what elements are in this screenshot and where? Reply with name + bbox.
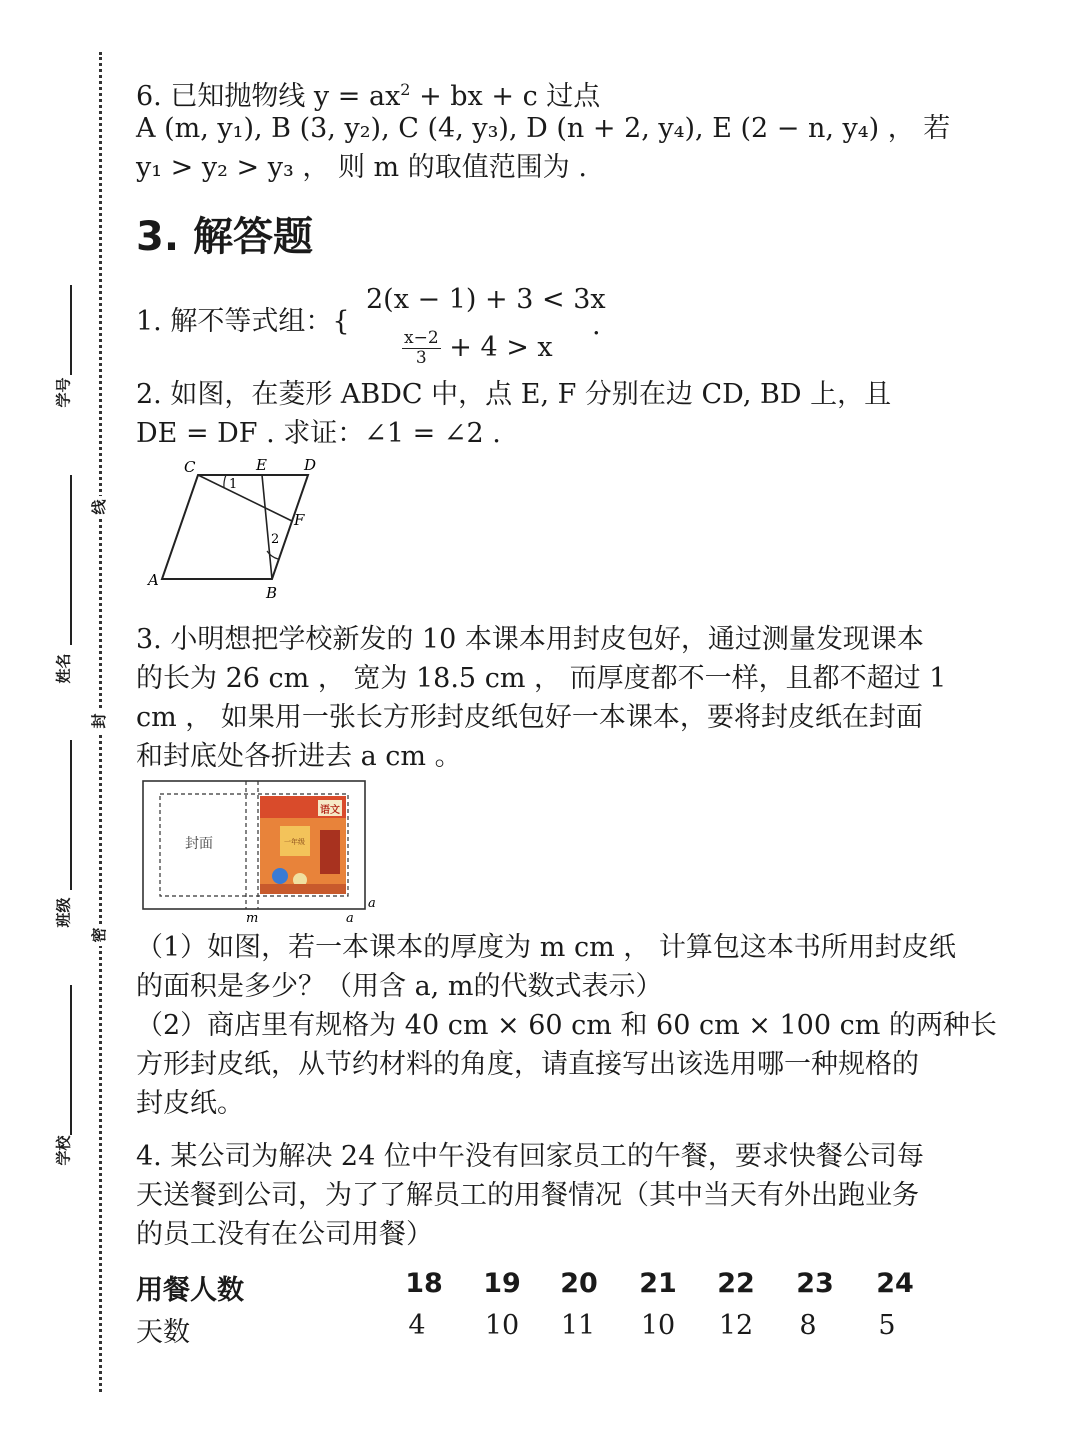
table-cell: 18 [405, 1268, 443, 1299]
field-label-school: 学校 [54, 1135, 73, 1166]
p3-line-2: 的长为 26 cm ， 宽为 18.5 cm ， 而厚度都不一样，且都不超过 1 [136, 663, 947, 694]
field-line-name [70, 475, 72, 645]
label-m: m [246, 911, 259, 926]
p3-sub2-line-2: 方形封皮纸，从节约材料的角度，请直接写出该选用哪一种规格的 [136, 1049, 919, 1080]
table-cell: 5 [878, 1310, 896, 1341]
table-cell: 21 [639, 1268, 677, 1299]
label-a-side: a [368, 896, 376, 911]
table-header-diners: 用餐人数 [136, 1275, 244, 1306]
bind-word-xian: 线 [90, 496, 108, 518]
p1-label: 1. 解不等式组：{ [136, 306, 350, 337]
p3-sub2-line-3: 封皮纸。 [136, 1088, 244, 1119]
label-e: E [256, 456, 267, 474]
table-cell: 19 [483, 1268, 521, 1299]
table-cell: 8 [799, 1310, 817, 1341]
p3-sub2-line-1: （2）商店里有规格为 40 cm × 60 cm 和 60 cm × 100 cm 的两种长 [136, 1010, 997, 1041]
table-cell: 4 [408, 1310, 426, 1341]
table-row-days [136, 1310, 936, 1352]
segment-be [262, 475, 272, 579]
label-d: D [304, 456, 317, 474]
p3-sub1-line-2: 的面积是多少？（用含 a, m的代数式表示） [136, 971, 663, 1002]
q6-line-1: 6. 已知抛物线 $y = ax^2$ + bx + c 过点 [136, 80, 601, 112]
book-cover-figure [140, 778, 390, 928]
label-b: B [266, 584, 278, 602]
table-row-diners [136, 1268, 936, 1310]
book-subtitle: 一年级 [284, 838, 305, 846]
rhombus-figure [140, 455, 340, 605]
book-title: 语文 [320, 805, 340, 816]
book-image-gate [320, 830, 340, 874]
p1-inequality-2: $\frac{x-2}{3}$ + 4 > x [404, 328, 553, 368]
label-f: F [294, 511, 305, 529]
field-label-class: 班级 [54, 897, 73, 928]
table-cell: 10 [640, 1310, 676, 1341]
bind-word-feng: 封 [90, 710, 108, 732]
label-c: C [184, 458, 196, 476]
meal-table [136, 1268, 936, 1352]
table-cell: 11 [560, 1310, 596, 1341]
table-cell: 10 [484, 1310, 520, 1341]
p1-fraction: $\frac{x-2}{3}$ [404, 328, 439, 368]
table-header-days: 天数 [136, 1317, 190, 1348]
p3-sub1-line-1: （1）如图，若一本课本的厚度为 m cm ， 计算包这本书所用封皮纸 [136, 932, 956, 963]
p3-line-4: 和封底处各折进去 a cm 。 [136, 741, 462, 772]
p1-end: . [592, 310, 601, 341]
p4-line-3: 的员工没有在公司用餐） [136, 1219, 433, 1250]
textbook-cover-image [260, 796, 346, 894]
field-line-school [70, 985, 72, 1135]
table-cell: 23 [796, 1268, 834, 1299]
label-a-bottom: a [346, 911, 354, 926]
binding-margin [0, 0, 130, 1443]
section-title: 3. 解答题 [136, 214, 313, 260]
label-angle-1: 1 [229, 477, 238, 492]
table-cell: 20 [560, 1268, 598, 1299]
segment-cf [198, 475, 292, 521]
bind-word-mi: 密 [90, 924, 108, 946]
table-cell: 22 [717, 1268, 755, 1299]
p1-inequality-1: 2(x − 1) + 3 < 3x [366, 284, 606, 315]
angle-1-arc [224, 475, 226, 488]
p4-line-2: 天送餐到公司，为了了解员工的用餐情况（其中当天有外出跑业务 [136, 1180, 919, 1211]
label-a: A [148, 571, 159, 589]
p2-line-1: 2. 如图，在菱形 ABDC 中，点 E, F 分别在边 CD, BD 上，且 [136, 379, 892, 410]
p3-line-1: 3. 小明想把学校新发的 10 本课本用封皮包好，通过测量发现课本 [136, 624, 924, 655]
field-label-student-id: 学号 [54, 377, 73, 408]
cover-label: 封面 [185, 836, 213, 852]
book-image-ground [260, 884, 346, 894]
label-angle-2: 2 [271, 532, 280, 547]
p2-line-2: DE = DF . 求证：∠1 = ∠2 . [136, 418, 501, 449]
q6-line-3: y₁ > y₂ > y₃ ， 则 m 的取值范围为 . [136, 152, 587, 183]
table-cell: 24 [876, 1268, 914, 1299]
table-cell: 12 [718, 1310, 754, 1341]
p4-line-1: 4. 某公司为解决 24 位中午没有回家员工的午餐，要求快餐公司每 [136, 1141, 924, 1172]
book-image-child-1 [272, 868, 288, 884]
p3-line-3: cm ， 如果用一张长方形封皮纸包好一本课本，要将封皮纸在封面 [136, 702, 923, 733]
field-line-class [70, 740, 72, 890]
field-label-name: 姓名 [54, 653, 73, 684]
field-line-id [70, 285, 72, 375]
q6-line-2: A (m, y₁), B (3, y₂), C (4, y₃), D (n + 2, y₄), E (2 − n, y₄) ， 若 [136, 113, 951, 144]
